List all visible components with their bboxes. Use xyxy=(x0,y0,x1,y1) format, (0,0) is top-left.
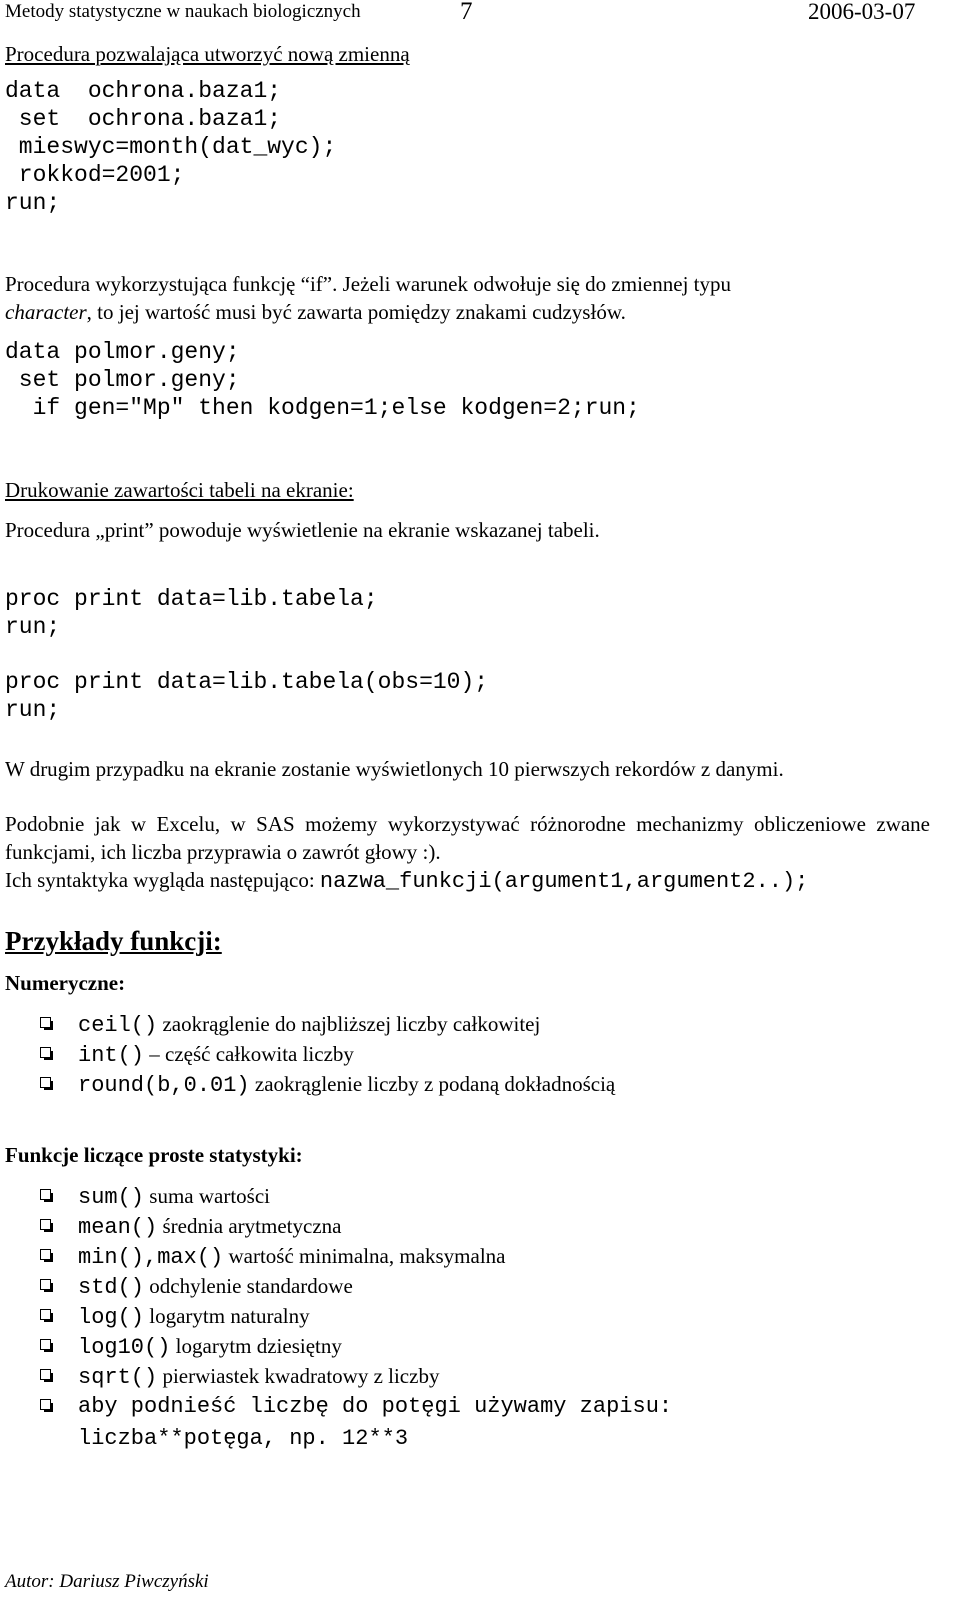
function-description: odchylenie standardowe xyxy=(144,1274,353,1298)
function-description: logarytm naturalny xyxy=(144,1304,310,1328)
code-line: if gen="Mp" then kodgen=1;else kodgen=2;run; xyxy=(5,395,640,421)
code-line: set ochrona.baza1; xyxy=(5,106,282,132)
checkbox-square-bullet-icon xyxy=(40,1309,51,1320)
list-item-content xyxy=(78,1391,672,1455)
checkbox-square-bullet-icon xyxy=(40,1399,51,1410)
function-description: średnia arytmetyczna xyxy=(157,1214,342,1238)
power-item-line1: aby podnieść liczbę do potęgi używamy zapisu: xyxy=(78,1394,673,1419)
code-line: proc print data=lib.tabela; xyxy=(5,586,378,612)
paragraph-syntax xyxy=(5,866,808,896)
checkbox-square-bullet-icon xyxy=(40,1077,51,1088)
header-title: Metody statystyczne w naukach biologicznych xyxy=(5,1,361,22)
heading-numeric: Numeryczne: xyxy=(5,971,126,995)
code-line: set polmor.geny; xyxy=(5,367,240,393)
function-description: pierwiastek kwadratowy z liczby xyxy=(157,1364,440,1388)
checkbox-square-bullet-icon xyxy=(40,1369,51,1380)
list-item xyxy=(0,1331,960,1361)
list-item xyxy=(0,1241,960,1271)
function-description: – część całkowita liczby xyxy=(144,1042,354,1066)
function-description: wartość minimalna, maksymalna xyxy=(223,1244,506,1268)
list-item-content xyxy=(78,1069,615,1102)
list-item-content xyxy=(78,1331,342,1364)
heading-stats: Funkcje liczące proste statystyki: xyxy=(5,1143,303,1167)
list-item xyxy=(0,1391,960,1453)
list-item-content xyxy=(78,1181,270,1214)
syntax-code: nazwa_funkcji(argument1,argument2..); xyxy=(319,869,809,894)
list-item xyxy=(0,1069,960,1099)
checkbox-square-bullet-icon xyxy=(40,1017,51,1028)
paragraph-if-intro-line1: Procedura wykorzystująca funkcję “if”. Jeżeli warunek odwołuje się do zmiennej typu xyxy=(5,272,731,296)
checkbox-square-bullet-icon xyxy=(40,1189,51,1200)
function-code: log() xyxy=(78,1305,145,1330)
function-description: zaokrąglenie do najbliższej liczby całkowitej xyxy=(157,1012,541,1036)
function-description: zaokrąglenie liczby z podaną dokładnością xyxy=(249,1072,616,1096)
checkbox-square-bullet-icon xyxy=(40,1047,51,1058)
list-item xyxy=(0,1181,960,1211)
list-item-content xyxy=(78,1361,439,1394)
list-item xyxy=(0,1211,960,1241)
function-code: std() xyxy=(78,1275,145,1300)
code-line: data polmor.geny; xyxy=(5,339,240,365)
paragraph-if-intro-rest: , to jej wartość musi być zawarta pomiędzy znakami cudzysłów. xyxy=(86,300,626,324)
list-item-content xyxy=(78,1241,506,1274)
list-item-content xyxy=(78,1009,540,1042)
checkbox-square-bullet-icon xyxy=(40,1339,51,1350)
list-item-content xyxy=(78,1211,341,1244)
list-item-content xyxy=(78,1039,354,1072)
function-description: logarytm dziesiętny xyxy=(170,1334,342,1358)
header-date: 2006-03-07 xyxy=(808,0,916,24)
section-title-new-variable: Procedura pozwalająca utworzyć nową zmienną xyxy=(5,42,410,66)
code-line: run; xyxy=(5,614,61,640)
code-line: data ochrona.baza1; xyxy=(5,78,282,104)
code-line: run; xyxy=(5,190,61,216)
function-code: min(),max() xyxy=(78,1245,224,1270)
code-line: mieswyc=month(dat_wyc); xyxy=(5,134,337,160)
list-item-content xyxy=(78,1301,310,1334)
code-line: run; xyxy=(5,697,61,723)
checkbox-square-bullet-icon xyxy=(40,1219,51,1230)
function-code: int() xyxy=(78,1043,145,1068)
function-code: log10() xyxy=(78,1335,171,1360)
heading-examples: Przykłady funkcji: xyxy=(5,926,222,956)
footer-author: Autor: Dariusz Piwczyński xyxy=(5,1571,209,1592)
function-code: ceil() xyxy=(78,1013,158,1038)
paragraph-print-intro: Procedura „print” powoduje wyświetlenie na ekranie wskazanej tabeli. xyxy=(5,518,600,542)
list-item xyxy=(0,1361,960,1391)
list-item-content xyxy=(78,1271,353,1304)
power-item-line2: liczba**potęga, np. 12**3 xyxy=(78,1426,409,1451)
list-item xyxy=(0,1271,960,1301)
function-code: sum() xyxy=(78,1185,145,1210)
function-description: suma wartości xyxy=(144,1184,270,1208)
checkbox-square-bullet-icon xyxy=(40,1249,51,1260)
function-code: mean() xyxy=(78,1215,158,1240)
italic-character-word: character xyxy=(5,300,87,324)
code-line: rokkod=2001; xyxy=(5,162,185,188)
function-code: round(b,0.01) xyxy=(78,1073,250,1098)
numeric-function-list xyxy=(0,1009,960,1099)
function-code: sqrt() xyxy=(78,1365,158,1390)
section-title-print: Drukowanie zawartości tabeli na ekranie: xyxy=(5,478,354,502)
header-page-number: 7 xyxy=(460,0,473,25)
list-item xyxy=(0,1039,960,1069)
list-item xyxy=(0,1301,960,1331)
paragraph-print-note: W drugim przypadku na ekranie zostanie wyświetlonych 10 pierwszych rekordów z danymi. xyxy=(5,757,784,781)
checkbox-square-bullet-icon xyxy=(40,1279,51,1290)
syntax-label: Ich syntaktyka wygląda następująco: xyxy=(5,868,320,892)
code-line: proc print data=lib.tabela(obs=10); xyxy=(5,669,489,695)
list-item xyxy=(0,1009,960,1039)
paragraph-functions: Podobnie jak w Excelu, w SAS możemy wykorzystywać różnorodne mechanizmy obliczeniowe zwane funkcjami, ich liczba przyprawia o zawrót głowy :). xyxy=(5,812,930,864)
stats-function-list xyxy=(0,1181,960,1453)
paragraph-if-intro-line2 xyxy=(5,298,626,326)
